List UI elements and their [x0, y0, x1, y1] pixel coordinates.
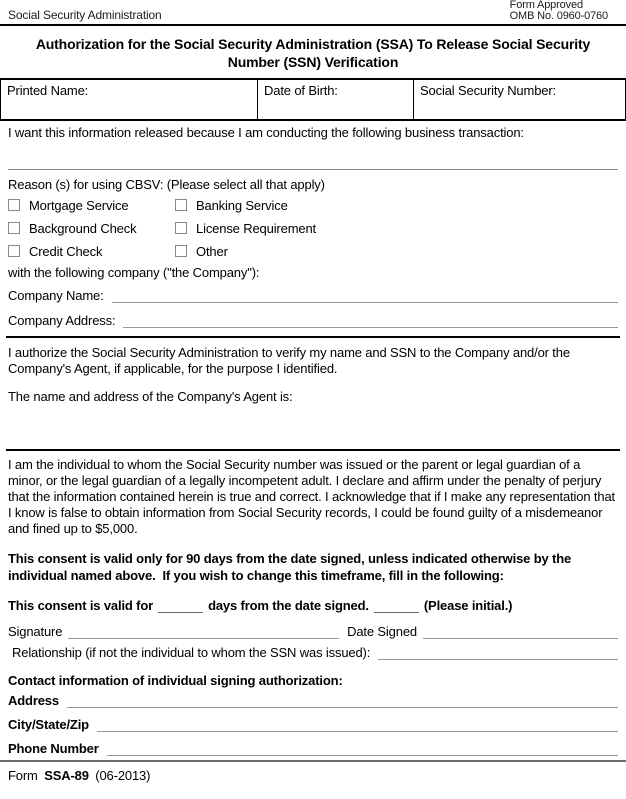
reason-checkbox-grid	[8, 197, 618, 259]
omb-approval-block	[510, 0, 608, 22]
contact-heading: Contact information of individual signing authorization:	[8, 673, 343, 688]
identity-table	[0, 78, 626, 121]
initial-input-line[interactable]	[374, 599, 419, 613]
checkbox-credit-check[interactable]	[8, 243, 175, 259]
ssn-label: Social Security Number:	[420, 83, 556, 98]
consent-notice: This consent is valid only for 90 days from the date signed, unless indicated otherwise by the individual named above. If you wish to change this timeframe, fill in the following:	[8, 551, 575, 583]
footer-form-word: Form	[8, 768, 38, 783]
city-state-zip-label: City/State/Zip	[8, 717, 89, 732]
signature-input-line[interactable]	[68, 624, 339, 639]
checkbox-license-requirement[interactable]	[175, 220, 618, 236]
checkbox-label: Banking Service	[196, 197, 288, 213]
date-signed-input-line[interactable]	[423, 624, 618, 639]
footer-form-date: (06-2013)	[95, 768, 151, 783]
phone-number-input-line[interactable]	[107, 741, 618, 756]
checkbox-icon[interactable]	[8, 245, 20, 257]
company-intro: with the following company ("the Company"):	[8, 265, 260, 280]
relationship-input-line[interactable]	[378, 645, 618, 660]
checkbox-mortgage-service[interactable]	[8, 197, 175, 213]
address-input-line[interactable]	[67, 693, 618, 708]
checkbox-icon[interactable]	[175, 199, 187, 211]
company-address-row	[8, 313, 618, 328]
checkbox-label: Background Check	[29, 220, 137, 236]
company-name-input-line[interactable]	[112, 288, 618, 303]
form-footer	[8, 768, 618, 783]
transaction-input-area[interactable]	[8, 141, 618, 170]
consent-middle: days from the date signed.	[208, 598, 369, 613]
phone-number-row	[8, 741, 618, 756]
checkbox-icon[interactable]	[175, 245, 187, 257]
city-state-zip-row	[8, 717, 618, 732]
checkbox-label: License Requirement	[196, 220, 316, 236]
signature-row	[8, 624, 618, 639]
address-label: Address	[8, 693, 59, 708]
checkbox-banking-service[interactable]	[175, 197, 618, 213]
form-header	[0, 0, 626, 26]
agent-input-area[interactable]	[8, 405, 618, 449]
printed-name-field[interactable]	[1, 80, 257, 119]
checkbox-background-check[interactable]	[8, 220, 175, 236]
address-row	[8, 693, 618, 708]
company-address-label: Company Address:	[8, 313, 116, 328]
footer-divider	[0, 760, 626, 762]
omb-number: OMB No. 0960-0760	[509, 10, 608, 22]
checkbox-label: Other	[196, 243, 228, 259]
printed-name-label: Printed Name:	[7, 83, 89, 98]
form-title: Authorization for the Social Security Administration (SSA) To Release Social Security Number (SSN) Verification	[35, 36, 591, 70]
checkbox-label: Credit Check	[29, 243, 103, 259]
form-approved-label: Form Approved	[509, 0, 583, 11]
days-input-line[interactable]	[158, 599, 203, 613]
section-divider	[6, 336, 620, 338]
consent-prefix: This consent is valid for	[8, 598, 154, 613]
date-signed-label: Date Signed	[347, 624, 417, 639]
relationship-label: Relationship (if not the individual to whom the SSN was issued):	[12, 645, 371, 660]
relationship-row	[8, 645, 618, 660]
checkbox-label: Mortgage Service	[29, 197, 129, 213]
checkbox-icon[interactable]	[8, 199, 20, 211]
checkbox-other[interactable]	[175, 243, 618, 259]
company-name-label: Company Name:	[8, 288, 104, 303]
phone-number-label: Phone Number	[8, 741, 99, 756]
section-divider	[6, 449, 620, 451]
company-address-input-line[interactable]	[123, 313, 618, 328]
consent-custom-line	[8, 598, 618, 613]
city-state-zip-input-line[interactable]	[97, 717, 618, 732]
authorization-text: I authorize the Social Security Administration to verify my name and SSN to the Company and/or the Company's Agent, if applicable, for the purpose I identified.	[8, 345, 570, 376]
checkbox-icon[interactable]	[175, 222, 187, 234]
reasons-label: Reason (s) for using CBSV: (Please select all that apply)	[8, 177, 325, 192]
declaration-text: I am the individual to whom the Social Security number was issued or the parent or legal guardian of a minor, or the legal guardian of a legally incompetent adult. I declare and affirm under the penalty of perjury that the information contained herein is true and correct. I acknowledge that if I make any representation that I know is false to obtain information from Social Security records, I could be found guilty of a misdemeanor and fined up to $5,000.	[8, 457, 615, 536]
checkbox-icon[interactable]	[8, 222, 20, 234]
agency-name: Social Security Administration	[8, 8, 162, 22]
signature-label: Signature	[8, 624, 63, 639]
company-name-row	[8, 288, 618, 303]
agent-prompt: The name and address of the Company's Agent is:	[8, 389, 293, 404]
footer-form-number: SSA-89	[44, 768, 89, 783]
transaction-prompt: I want this information released because I am conducting the following business transaction:	[8, 125, 524, 140]
date-of-birth-label: Date of Birth:	[264, 83, 338, 98]
ssn-field[interactable]	[413, 80, 625, 119]
consent-suffix: (Please initial.)	[423, 598, 513, 613]
date-of-birth-field[interactable]	[257, 80, 413, 119]
